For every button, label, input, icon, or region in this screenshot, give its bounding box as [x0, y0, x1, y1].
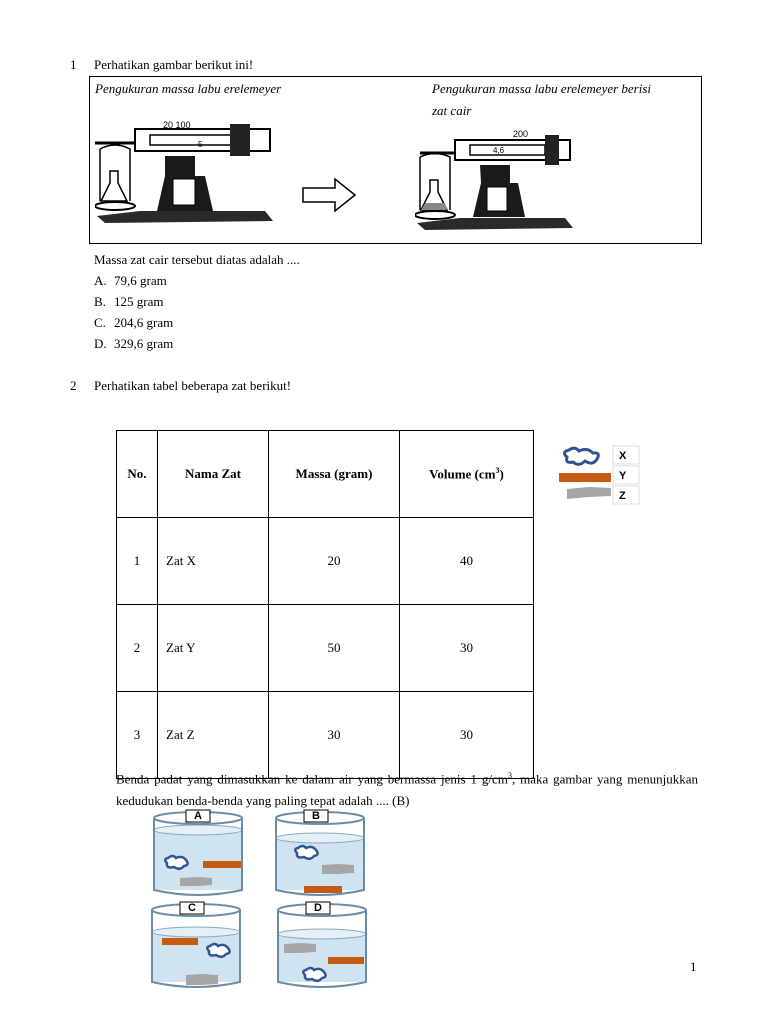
figure-box — [89, 76, 702, 244]
caption-right-line1: Pengukuran massa labu erelemeyer berisi — [432, 81, 652, 96]
option-b[interactable] — [94, 294, 163, 310]
caption-left: Pengukuran massa labu erelemeyer — [95, 81, 282, 96]
beaker-c[interactable] — [146, 900, 246, 990]
table-row — [117, 605, 534, 692]
question-1-prompt: Perhatikan gambar berikut ini! — [94, 57, 254, 72]
balance-filled-flask-illustration — [415, 125, 575, 237]
question-2-number: 2 — [70, 378, 77, 393]
beaker-d[interactable] — [272, 900, 372, 990]
beaker-b-label: B — [312, 810, 320, 822]
right-beam-top-reading: 200 — [513, 129, 529, 139]
cell-mass: 30 — [269, 692, 400, 779]
cell-name: Zat Z — [158, 692, 269, 779]
table-row — [117, 518, 534, 605]
legend-z-label: Z — [619, 490, 626, 502]
cell-mass: 20 — [269, 518, 400, 605]
cell-no: 3 — [117, 692, 158, 779]
object-x-shape — [564, 448, 598, 464]
header-no: No. — [117, 431, 158, 518]
substance-table — [116, 430, 534, 779]
beaker-b[interactable] — [270, 808, 370, 898]
object-y-shape — [559, 473, 611, 482]
option-letter: D. — [94, 336, 107, 351]
cell-no: 1 — [117, 518, 158, 605]
table-header-row — [117, 431, 534, 518]
right-beam-bottom-reading: 4,6 — [493, 146, 505, 155]
cell-mass: 50 — [269, 605, 400, 692]
legend-x-label: X — [619, 450, 627, 462]
caption-right — [432, 78, 697, 122]
object-legend — [557, 444, 641, 508]
option-letter: A. — [94, 273, 107, 288]
option-a[interactable] — [94, 273, 167, 289]
legend-y-label: Y — [619, 470, 627, 482]
option-d[interactable] — [94, 336, 173, 352]
beaker-c-label: C — [188, 902, 196, 914]
option-letter: B. — [94, 294, 106, 309]
cell-name: Zat X — [158, 518, 269, 605]
beaker-d-label: D — [314, 902, 322, 914]
cell-volume: 30 — [400, 605, 534, 692]
beaker-a-label: A — [194, 810, 202, 822]
question-1-text: Massa zat cair tersebut diatas adalah .... — [94, 252, 300, 267]
header-volume: Volume $(cm^3)$ — [400, 431, 534, 518]
balance-empty-flask-illustration — [95, 121, 280, 236]
page-number: 1 — [690, 959, 697, 974]
header-mass: Massa (gram) — [269, 431, 400, 518]
cell-volume: 30 — [400, 692, 534, 779]
header-name: Nama Zat — [158, 431, 269, 518]
question-1-number: 1 — [70, 57, 77, 72]
option-letter: C. — [94, 315, 106, 330]
cell-no: 2 — [117, 605, 158, 692]
option-c[interactable] — [94, 315, 173, 331]
option-text: 329,6 gram — [114, 336, 174, 351]
cell-name: Zat Y — [158, 605, 269, 692]
option-text: 204,6 gram — [114, 315, 174, 330]
option-text: 125 gram — [114, 294, 164, 309]
beaker-a[interactable] — [148, 808, 248, 898]
left-beam-top-reading: 20 100 — [163, 121, 191, 130]
object-z-shape — [567, 487, 611, 499]
caption-right-line2: zat cair — [432, 103, 472, 118]
option-text: 79,6 gram — [114, 273, 167, 288]
cell-volume: 40 — [400, 518, 534, 605]
left-beam-bottom-reading: 5 — [198, 140, 203, 149]
question-2-paragraph: Benda padat yang dimasukkan ke dalam air yang bermassa jenis 1 $g/cm^3$, maka gambar yang menunjukkan kedudukan benda-benda yang paling tepat adalah .... (B) — [116, 771, 699, 809]
question-2-prompt: Perhatikan tabel beberapa zat berikut! — [94, 378, 292, 393]
right-arrow-icon — [301, 177, 357, 213]
